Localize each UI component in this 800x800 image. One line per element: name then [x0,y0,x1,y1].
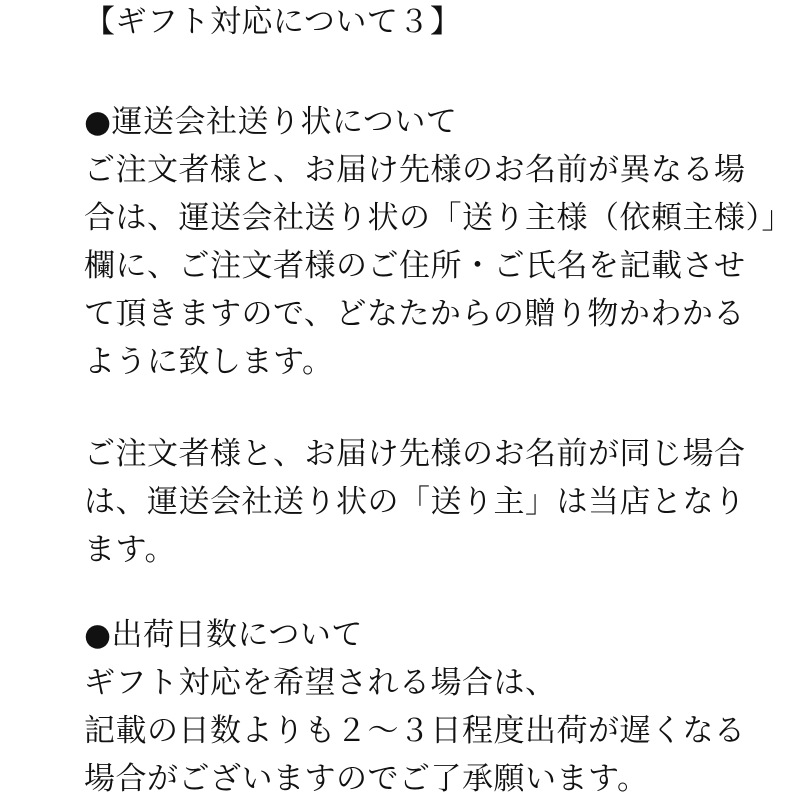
paragraph-line: 欄に、ご注文者様のご住所・ご氏名を記載させ [84,248,746,284]
paragraph-line: ご注文者様と、お届け先様のお名前が同じ場合 [84,436,746,472]
paragraph-line: は、運送会社送り状の「送り主」は当店となり [84,484,746,520]
page-title: 【ギフト対応について３】 [84,4,462,40]
paragraph-line: ように致します。 [84,344,334,380]
paragraph-line: 合は、運送会社送り状の「送り主様（依頼主様）」 [84,200,793,236]
section-heading-shipping-label: ●運送会社送り状について [84,104,458,140]
paragraph-line: て頂きますので、どなたからの贈り物かわかる [84,296,745,332]
paragraph-line: ギフト対応を希望される場合は、 [84,665,557,701]
paragraph-line: 場合がございますのでご了承願います。 [84,761,649,797]
paragraph-line: 記載の日数よりも２〜３日程度出荷が遅くなる [84,713,746,749]
section-heading-shipping-days: ●出荷日数について [84,617,363,653]
paragraph-line: ます。 [84,532,177,568]
paragraph-line: ご注文者様と、お届け先様のお名前が異なる場 [84,152,746,188]
